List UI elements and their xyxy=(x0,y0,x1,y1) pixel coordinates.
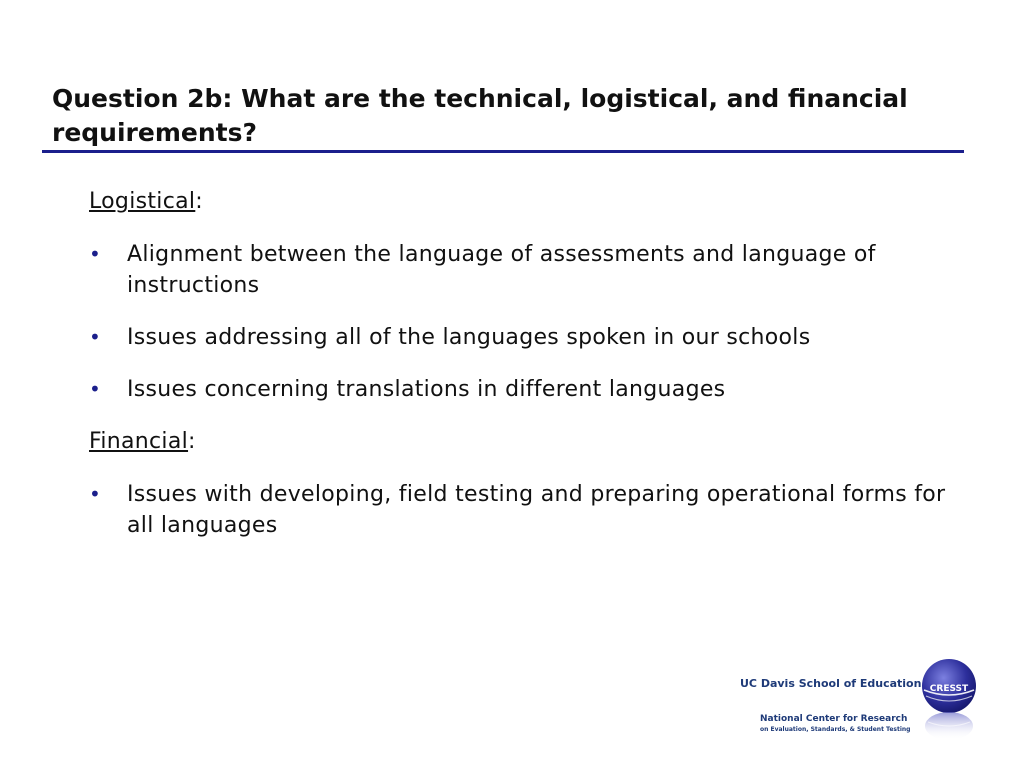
section-heading-label: Logistical xyxy=(89,189,196,214)
ncr-logo-title: National Center for Research xyxy=(760,714,908,724)
bullet-item xyxy=(89,322,969,353)
bullet-text: Issues concerning translations in different languages xyxy=(127,377,726,402)
bullet-item xyxy=(89,479,969,541)
uc-davis-logo-text: UC Davis School of Education xyxy=(740,677,922,690)
financial-bullet-list xyxy=(89,479,969,541)
slide-title: Question 2b: What are the technical, logistical, and financial requirements? xyxy=(52,84,908,147)
bullet-text: Alignment between the language of assessments and language of instructions xyxy=(127,242,876,298)
cresst-logo xyxy=(918,656,980,744)
title-divider xyxy=(42,150,964,153)
bullet-icon: • xyxy=(89,325,102,349)
section-heading-colon: : xyxy=(188,429,196,454)
bullet-text: Issues with developing, field testing and preparing operational forms for all languages xyxy=(127,482,946,538)
ncr-logo-subtitle: on Evaluation, Standards, & Student Testing xyxy=(760,726,911,733)
section-heading-logistical xyxy=(89,186,969,217)
cresst-logo-text: CRESST xyxy=(929,684,969,694)
bullet-item xyxy=(89,239,969,301)
section-heading-colon: : xyxy=(195,189,204,214)
section-heading-financial xyxy=(89,426,969,457)
section-heading-label: Financial xyxy=(89,429,189,454)
bullet-icon: • xyxy=(89,482,102,506)
slide-content xyxy=(89,186,969,562)
logistical-bullet-list xyxy=(89,239,969,405)
bullet-item xyxy=(89,374,969,405)
bullet-icon: • xyxy=(89,242,102,266)
footer-logos xyxy=(730,652,990,748)
bullet-text: Issues addressing all of the languages spoken in our schools xyxy=(127,325,811,350)
bullet-icon: • xyxy=(89,377,102,401)
